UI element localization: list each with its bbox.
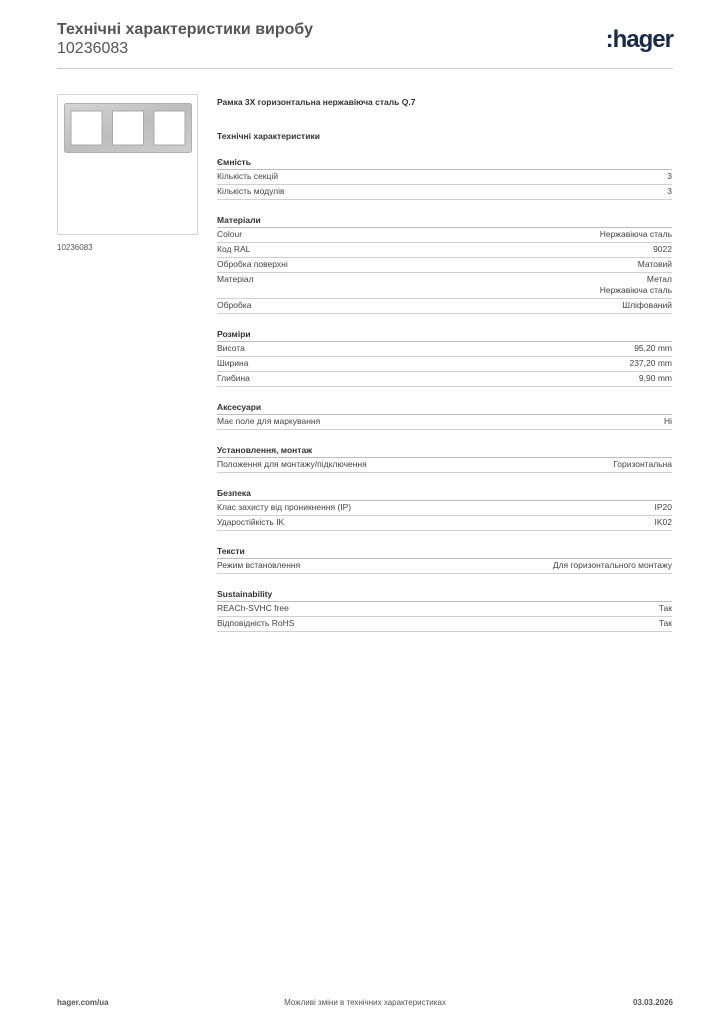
spec-value-line: 237,20 mm — [629, 358, 672, 368]
spec-row — [217, 228, 672, 243]
spec-label: Матеріал — [217, 274, 254, 284]
spec-value — [622, 300, 672, 311]
spec-group-title: Тексти — [217, 546, 672, 559]
document-title: Технічні характеристики виробу — [57, 21, 313, 38]
spec-row — [217, 342, 672, 357]
spec-label: Режим встановлення — [217, 560, 301, 570]
specifications — [217, 96, 672, 632]
spec-label: Положення для монтажу/підключення — [217, 459, 367, 469]
spec-value-line: Ні — [663, 416, 672, 426]
spec-value — [655, 502, 673, 513]
spec-value-line: Метал — [646, 274, 672, 284]
spec-group-title: Безпека — [217, 488, 672, 501]
spec-value — [667, 171, 672, 182]
spec-label: Ударостійкість IK — [217, 517, 285, 527]
spec-row — [217, 602, 672, 617]
spec-value — [638, 259, 672, 270]
spec-value-line: 3 — [667, 171, 672, 181]
spec-label: Клас захисту від проникнення (IP) — [217, 502, 352, 512]
spec-value — [613, 459, 672, 470]
spec-groups — [217, 157, 672, 632]
image-caption: 10236083 — [57, 243, 93, 252]
spec-group — [217, 445, 672, 473]
spec-value-line: 9022 — [653, 244, 672, 254]
spec-value-line: IK02 — [654, 517, 672, 527]
footer-website: hager.com/ua — [57, 998, 109, 1007]
spec-group-title: Матеріали — [217, 215, 672, 228]
spec-value-line: Матовий — [637, 259, 672, 269]
spec-label: Ширина — [217, 358, 249, 368]
spec-value-line: Шліфований — [622, 300, 672, 310]
spec-group-title: Ємність — [217, 157, 672, 170]
spec-value — [664, 416, 672, 427]
spec-group — [217, 546, 672, 574]
spec-group — [217, 215, 672, 314]
spec-value-line: Так — [658, 618, 672, 628]
spec-row — [217, 299, 672, 314]
spec-value — [600, 274, 672, 296]
spec-label: REACh-SVHC free — [217, 603, 289, 613]
spec-group — [217, 488, 672, 531]
spec-label: Відповідність RoHS — [217, 618, 295, 628]
spec-row — [217, 559, 672, 574]
spec-value — [659, 618, 672, 629]
spec-row — [217, 415, 672, 430]
spec-value — [667, 186, 672, 197]
footer-disclaimer: Можливі зміни в технічних характеристиках — [284, 998, 446, 1007]
spec-row — [217, 273, 672, 299]
spec-row — [217, 372, 672, 387]
spec-value-line: Нержавіюча сталь — [599, 285, 672, 295]
document-header — [57, 20, 673, 67]
spec-value-line: 9,90 mm — [638, 373, 672, 383]
spec-label: Висота — [217, 343, 245, 353]
document-article-number: 10236083 — [57, 40, 129, 57]
spec-value-line: IP20 — [654, 502, 672, 512]
spec-value — [629, 358, 672, 369]
spec-value-line: 3 — [667, 186, 672, 196]
spec-row — [217, 243, 672, 258]
spec-group — [217, 402, 672, 430]
footer-date: 03.03.2026 — [632, 998, 673, 1007]
spec-value — [553, 560, 672, 571]
spec-value-line: Нержавіюча сталь — [599, 229, 672, 239]
spec-row — [217, 516, 672, 531]
spec-value-line: Так — [658, 603, 672, 613]
spec-row — [217, 357, 672, 372]
header-divider — [57, 68, 673, 69]
spec-label: Обробка поверхні — [217, 259, 288, 269]
spec-row — [217, 501, 672, 516]
spec-label: Має поле для маркування — [217, 416, 321, 426]
spec-value — [659, 603, 672, 614]
spec-row — [217, 617, 672, 632]
spec-row — [217, 170, 672, 185]
spec-label: Код RAL — [217, 244, 251, 254]
spec-value — [600, 229, 672, 240]
spec-row — [217, 458, 672, 473]
hager-logo: :hager — [605, 26, 673, 53]
spec-group — [217, 329, 672, 387]
spec-row — [217, 185, 672, 200]
spec-group-title: Розміри — [217, 329, 672, 342]
spec-group — [217, 589, 672, 632]
spec-label: Colour — [217, 229, 243, 239]
spec-row — [217, 258, 672, 273]
spec-group-title: Установлення, монтаж — [217, 445, 672, 458]
product-name: Рамка 3X горизонтальна нержавіюча сталь Q.7 — [217, 97, 416, 107]
spec-label: Кількість модулів — [217, 186, 285, 196]
spec-label: Кількість секцій — [217, 171, 278, 181]
spec-value-line: Для горизонтального монтажу — [552, 560, 672, 570]
spec-value-line: Горизонтальна — [613, 459, 672, 469]
spec-value — [655, 517, 673, 528]
spec-value — [653, 244, 672, 255]
frame-3x-illustration — [64, 103, 192, 153]
spec-value — [639, 373, 672, 384]
spec-group-title: Sustainability — [217, 589, 672, 602]
spec-group — [217, 157, 672, 200]
product-image — [57, 94, 198, 235]
spec-value — [634, 343, 672, 354]
spec-label: Глибина — [217, 373, 250, 383]
spec-value-line: 95,20 mm — [634, 343, 672, 353]
spec-group-title: Аксесуари — [217, 402, 672, 415]
spec-label: Обробка — [217, 300, 252, 310]
section-heading: Технічні характеристики — [217, 131, 320, 141]
